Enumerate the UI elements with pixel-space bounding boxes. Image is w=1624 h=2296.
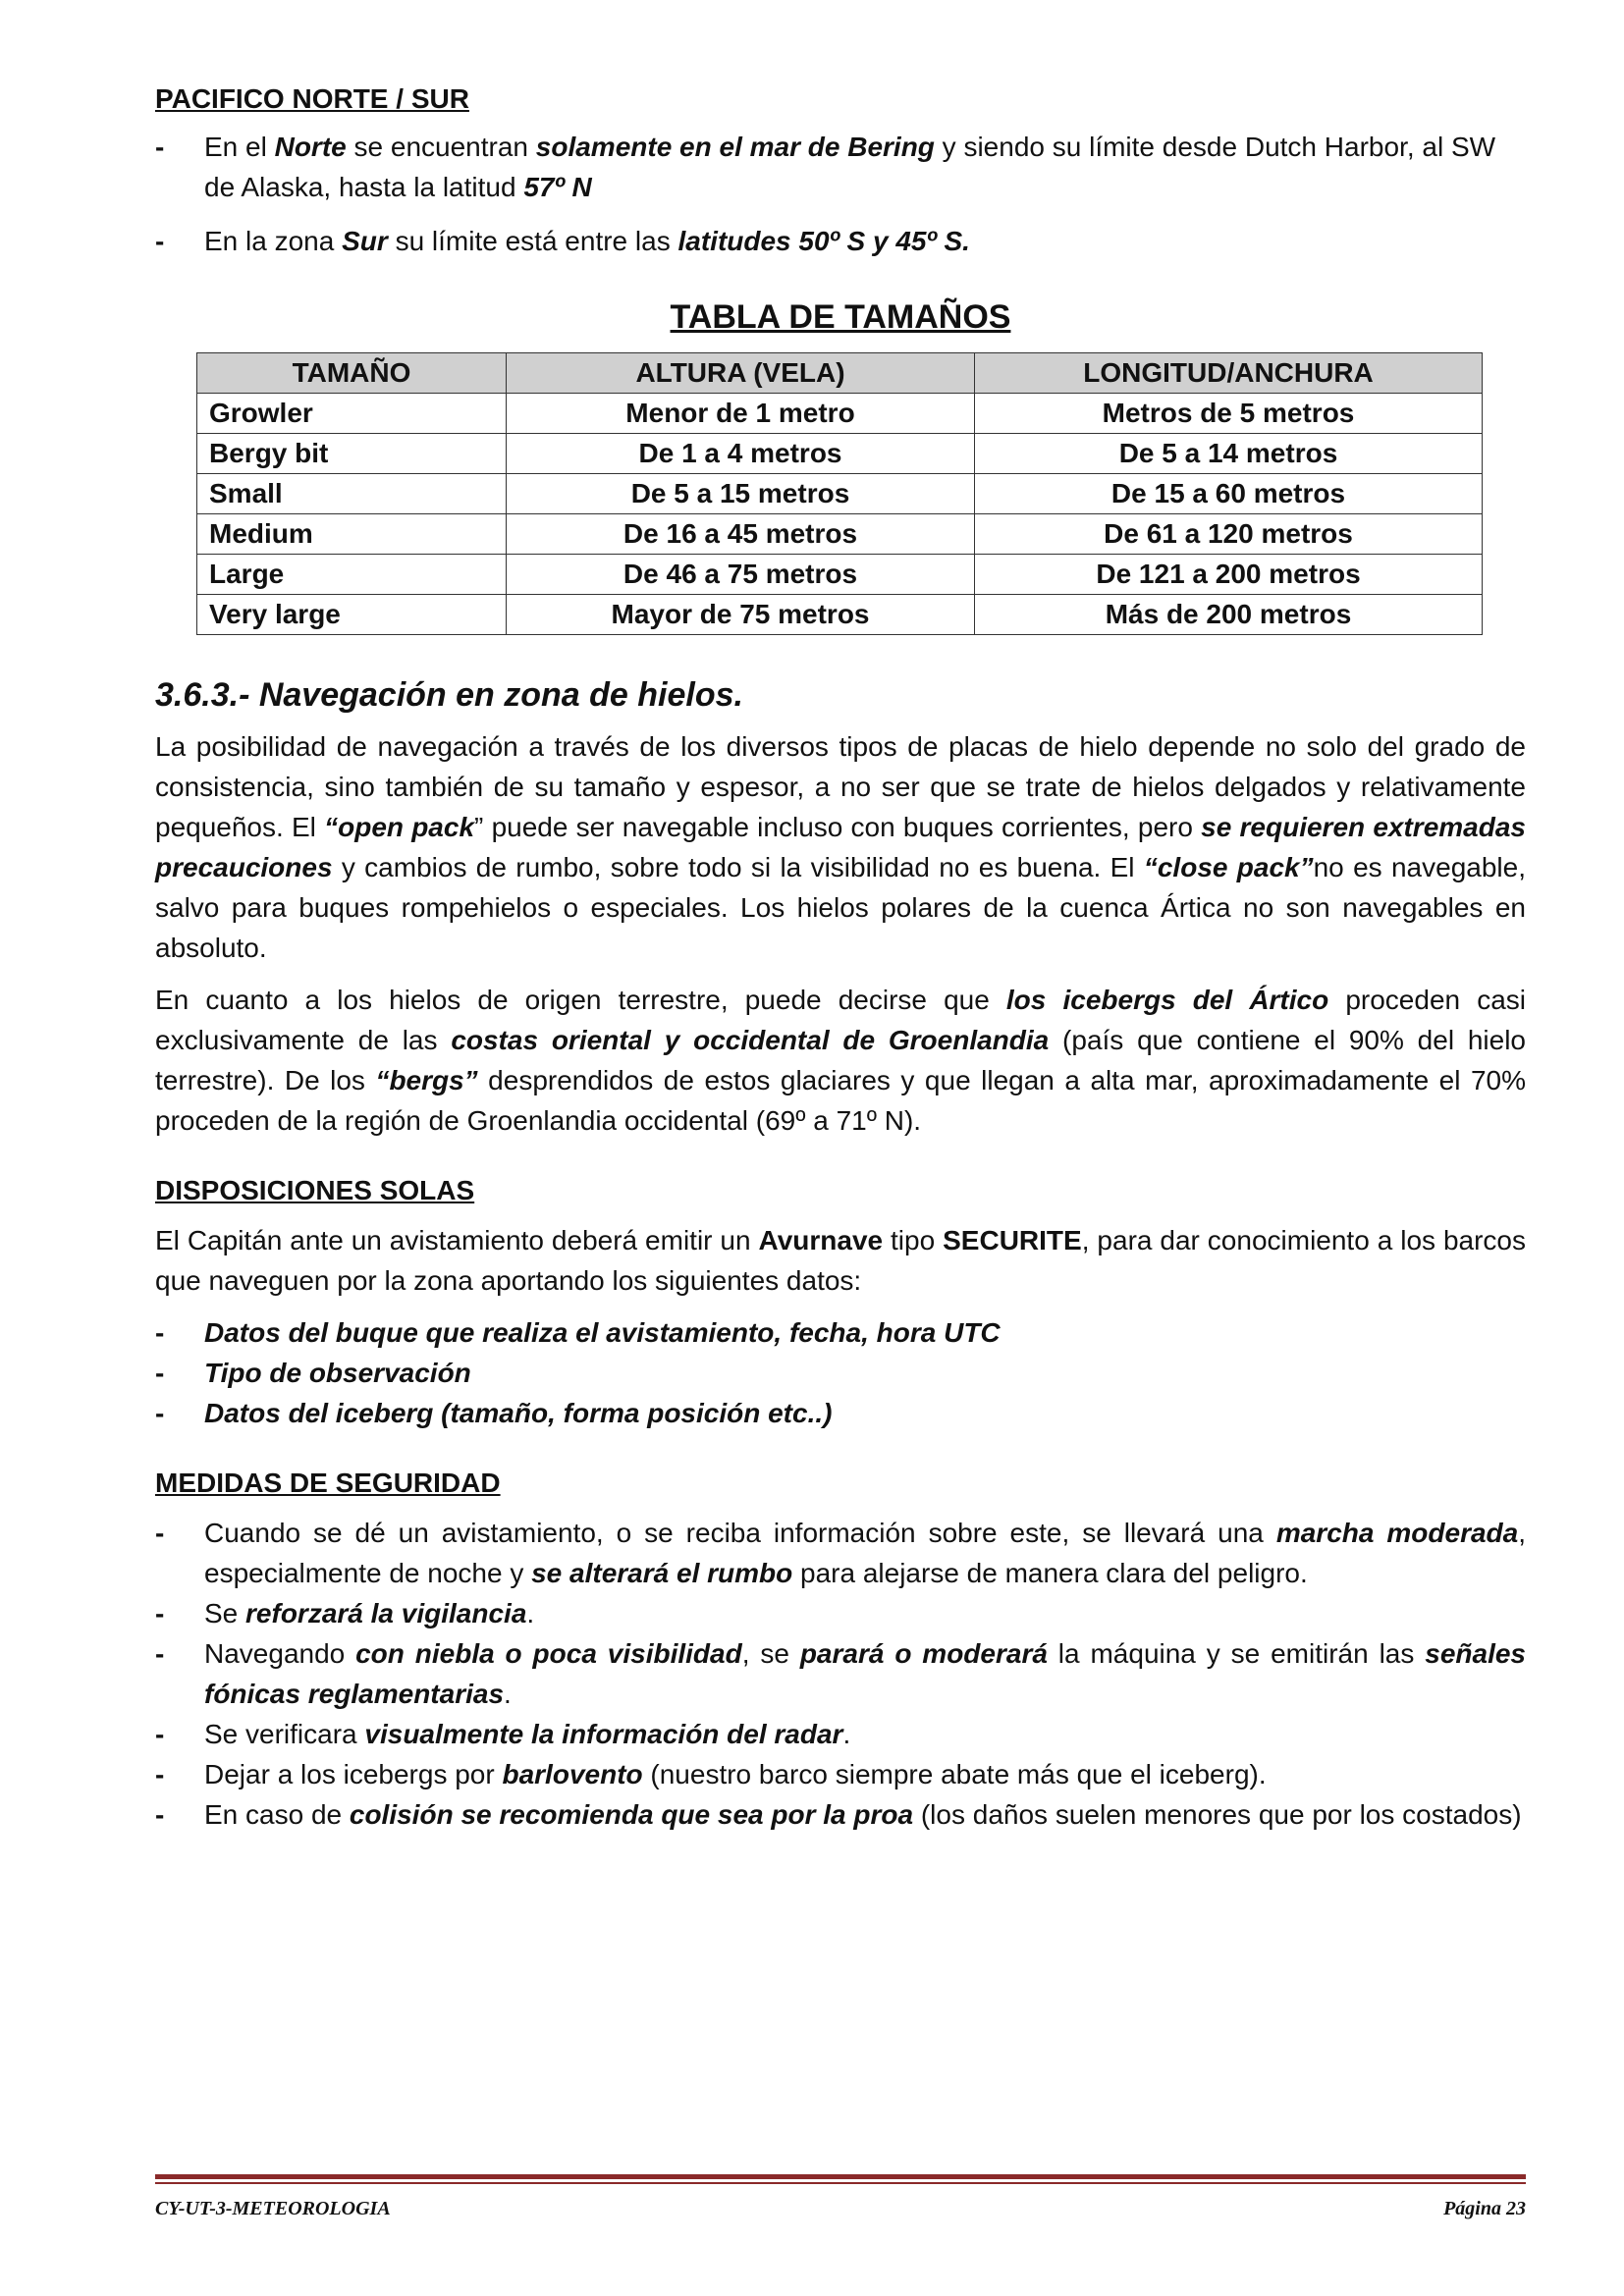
table-cell: Menor de 1 metro (507, 394, 975, 434)
section-paragraph-1: La posibilidad de navegación a través de los diversos tipos de placas de hielo depende no solo del grado de consistencia, sino también de su tamaño y espesor, a no ser que se trate de hielos delgados y relativamente pequeños. El “open pack” puede ser navegable incluso con buques corrientes, pero se requieren extremadas precauciones y cambios de rumbo, sobre todo si la visibilidad no es buena. El “close pack”no es navegable, salvo para buques rompehielos o especiales. Los hielos polares de la cuenca Ártica no son navegables en absoluto. (155, 731, 1526, 963)
table-cell: Very large (197, 595, 507, 635)
disposiciones-heading: DISPOSICIONES SOLAS (155, 1175, 475, 1205)
table-header-row (197, 353, 1483, 394)
medidas-heading: MEDIDAS DE SEGURIDAD (155, 1468, 501, 1498)
table-row (197, 595, 1483, 635)
table-cell: Bergy bit (197, 434, 507, 474)
column-header: LONGITUD/ANCHURA (975, 353, 1483, 394)
table-cell: De 5 a 14 metros (975, 434, 1483, 474)
table-row (197, 434, 1483, 474)
table-cell: Small (197, 474, 507, 514)
list-item: - Se reforzará la vigilancia. (155, 1598, 535, 1629)
column-header: ALTURA (VELA) (507, 353, 975, 394)
footer-document-code: CY-UT-3-METEOROLOGIA (155, 2198, 391, 2219)
footer-rule (155, 2174, 1526, 2179)
pacifico-heading: PACIFICO NORTE / SUR (155, 83, 469, 114)
table-cell: Metros de 5 metros (975, 394, 1483, 434)
table-title: TABLA DE TAMAÑOS (670, 298, 1011, 336)
column-header: TAMAÑO (197, 353, 507, 394)
medidas-list (155, 1513, 1526, 1835)
list-item: - En la zona Sur su límite está entre las latitudes 50º S y 45º S. (155, 226, 970, 256)
table-cell: De 121 a 200 metros (975, 555, 1483, 595)
footer-rule (155, 2182, 1526, 2184)
pacifico-list (155, 127, 1526, 261)
document-page (155, 79, 1526, 1835)
list-item: - Tipo de observación (155, 1358, 471, 1388)
disposiciones-paragraph: El Capitán ante un avistamiento deberá emitir un Avurnave tipo SECURITE, para dar conocimiento a los barcos que naveguen por la zona aportando los siguientes datos: (155, 1225, 1527, 1296)
table-row (197, 514, 1483, 555)
list-item: - Dejar a los icebergs por barlovento (nuestro barco siempre abate más que el iceberg). (155, 1759, 1267, 1789)
table-cell: De 61 a 120 metros (975, 514, 1483, 555)
page-footer (155, 2174, 1526, 2220)
table-cell: De 5 a 15 metros (507, 474, 975, 514)
table-row (197, 474, 1483, 514)
table-row (197, 394, 1483, 434)
list-item: - Navegando con niebla o poca visibilidad, se parará o moderará la máquina y se emitirán las señales fónicas reglamentarias. (155, 1638, 1526, 1709)
table-row (197, 555, 1483, 595)
section-paragraph-2: En cuanto a los hielos de origen terrestre, puede decirse que los icebergs del Ártico proceden casi exclusivamente de las costas oriental y occidental de Groenlandia (país que contiene el 90% del hielo terrestre). De los “bergs” desprendidos de estos glaciares y que llegan a alta mar, aproximadamente el 70% proceden de la región de Groenlandia occidental (69º a 71º N). (155, 985, 1527, 1136)
list-item: - En caso de colisión se recomienda que sea por la proa (los daños suelen menores que por los costados) (155, 1799, 1522, 1830)
table-cell: De 15 a 60 metros (975, 474, 1483, 514)
table-cell: Growler (197, 394, 507, 434)
disposiciones-list (155, 1312, 1526, 1433)
list-item: - Se verificara visualmente la información del radar. (155, 1719, 851, 1749)
table-cell: De 46 a 75 metros (507, 555, 975, 595)
footer-text (155, 2198, 1526, 2220)
table-cell: De 1 a 4 metros (507, 434, 975, 474)
sizes-table (196, 352, 1483, 635)
list-item: - Cuando se dé un avistamiento, o se reciba información sobre este, se llevará una marcha moderada, especialmente de noche y se alterará el rumbo para alejarse de manera clara del peligro. (155, 1518, 1526, 1588)
table-cell: Medium (197, 514, 507, 555)
table-cell: Más de 200 metros (975, 595, 1483, 635)
table-cell: Mayor de 75 metros (507, 595, 975, 635)
list-item: - En el Norte se encuentran solamente en el mar de Bering y siendo su límite desde Dutch Harbor, al SW de Alaska, hasta la latitud 57º N (155, 132, 1496, 202)
table-cell: Large (197, 555, 507, 595)
list-item: - Datos del buque que realiza el avistamiento, fecha, hora UTC (155, 1317, 1001, 1348)
page-number: Página 23 (1443, 2198, 1526, 2219)
table-cell: De 16 a 45 metros (507, 514, 975, 555)
list-item: - Datos del iceberg (tamaño, forma posición etc..) (155, 1398, 833, 1428)
section-title: 3.6.3.- Navegación en zona de hielos. (155, 676, 743, 714)
